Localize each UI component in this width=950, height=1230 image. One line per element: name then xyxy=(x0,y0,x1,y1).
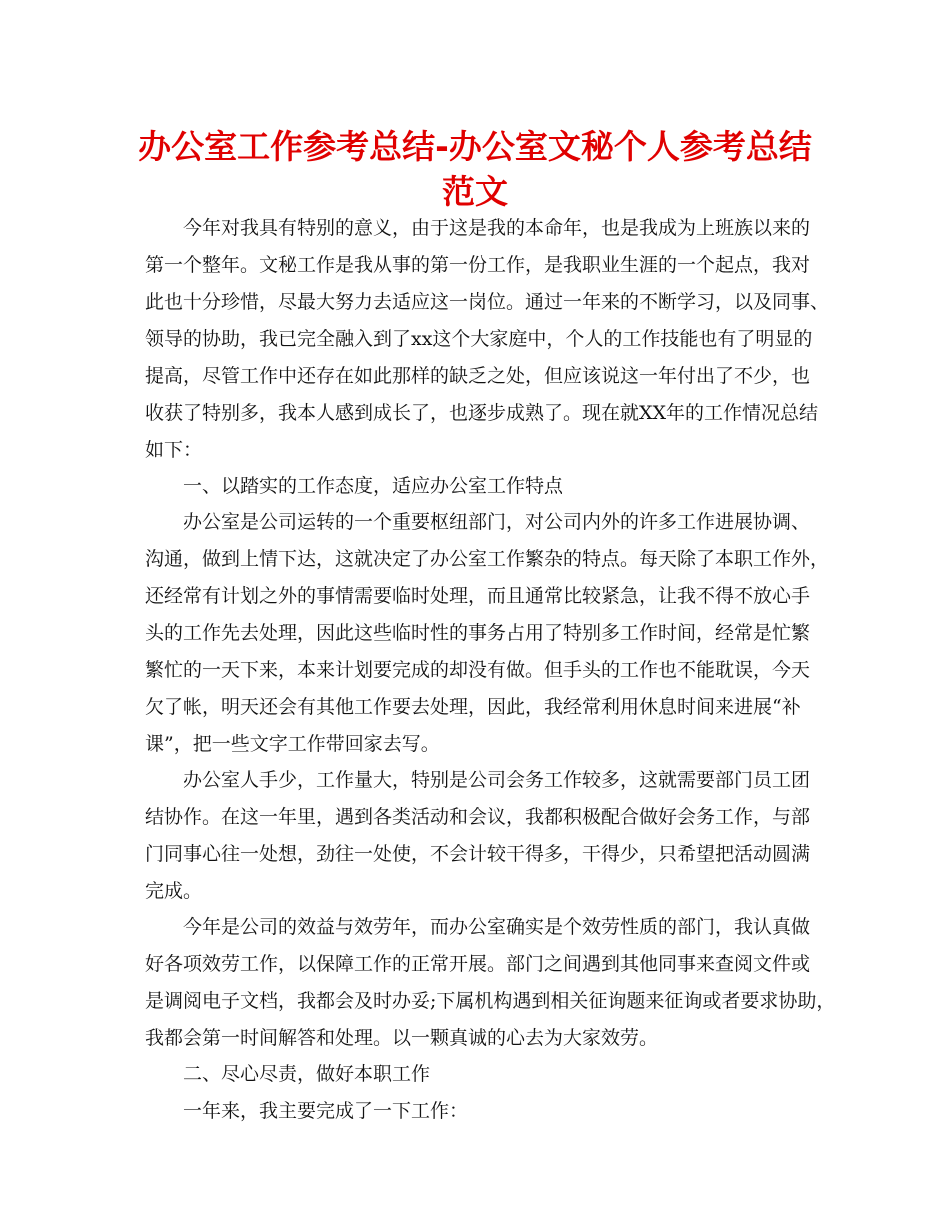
paragraph-line: 门同事心往一处想，劲往一处使，不会计较干得多，干得少，只希望把活动圆满 xyxy=(145,843,811,865)
paragraph-line: 沟通，做到上情下达，这就决定了办公室工作繁杂的特点。每天除了本职工作外， xyxy=(145,548,830,570)
section-heading: 一、以踏实的工作态度，适应办公室工作特点 xyxy=(183,475,564,497)
document-title-line-1: 办公室工作参考总结-办公室文秘个人参考总结 xyxy=(138,127,812,166)
paragraph-line: 办公室是公司运转的一个重要枢纽部门，对公司内外的许多工作进展协调、 xyxy=(183,511,811,533)
paragraph-line: 课”，把一些文字工作带回家去写。 xyxy=(145,733,440,755)
paragraph-line: 办公室人手少，工作量大，特别是公司会务工作较多，这就需要部门员工团 xyxy=(183,769,811,791)
paragraph-line: 今年对我具有特别的意义，由于这是我的本命年，也是我成为上班族以来的 xyxy=(183,217,811,239)
paragraph-line: 收获了特别多，我本人感到成长了，也逐步成熟了。现在就XX年的工作情况总结 xyxy=(145,402,819,424)
section-heading: 二、尽心尽责，做好本职工作 xyxy=(183,1063,431,1085)
paragraph-line: 此也十分珍惜，尽最大努力去适应这一岗位。通过一年来的不断学习，以及同事、 xyxy=(145,291,830,313)
paragraph-line: 我都会第一时间解答和处理。以一颗真诚的心去为大家效劳。 xyxy=(145,1027,659,1049)
paragraph-line: 领导的协助，我已完全融入到了xx这个大家庭中，个人的工作技能也有了明显的 xyxy=(145,328,813,350)
paragraph-line: 第一个整年。文秘工作是我从事的第一份工作，是我职业生涯的一个起点，我对 xyxy=(145,254,811,276)
paragraph-line: 如下： xyxy=(145,439,203,461)
paragraph-line: 提高，尽管工作中还存在如此那样的缺乏之处，但应该说这一年付出了不少，也 xyxy=(145,365,811,387)
paragraph-line: 是调阅电子文档，我都会及时办妥;下属机构遇到相关征询题来征询或者要求协助， xyxy=(145,990,836,1012)
paragraph-line: 一年来，我主要完成了一下工作： xyxy=(183,1100,469,1122)
paragraph-line: 好各项效劳工作，以保障工作的正常开展。部门之间遇到其他同事来查阅文件或 xyxy=(145,953,811,975)
paragraph-line: 还经常有计划之外的事情需要临时处理，而且通常比较紧急，让我不得不放心手 xyxy=(145,585,811,607)
paragraph-line: 今年是公司的效益与效劳年，而办公室确实是个效劳性质的部门，我认真做 xyxy=(183,916,811,938)
paragraph-line: 完成。 xyxy=(145,880,203,902)
document-title-line-2: 范文 xyxy=(442,172,508,211)
paragraph-line: 头的工作先去处理，因此这些临时性的事务占用了特别多工作时间，经常是忙繁 xyxy=(145,622,811,644)
paragraph-line: 欠了帐，明天还会有其他工作要去处理，因此，我经常利用休息时间来进展“补 xyxy=(145,696,801,718)
paragraph-line: 结协作。在这一年里，遇到各类活动和会议，我都积极配合做好会务工作，与部 xyxy=(145,806,811,828)
paragraph-line: 繁忙的一天下来，本来计划要完成的却没有做。但手头的工作也不能耽误，今天 xyxy=(145,659,811,681)
